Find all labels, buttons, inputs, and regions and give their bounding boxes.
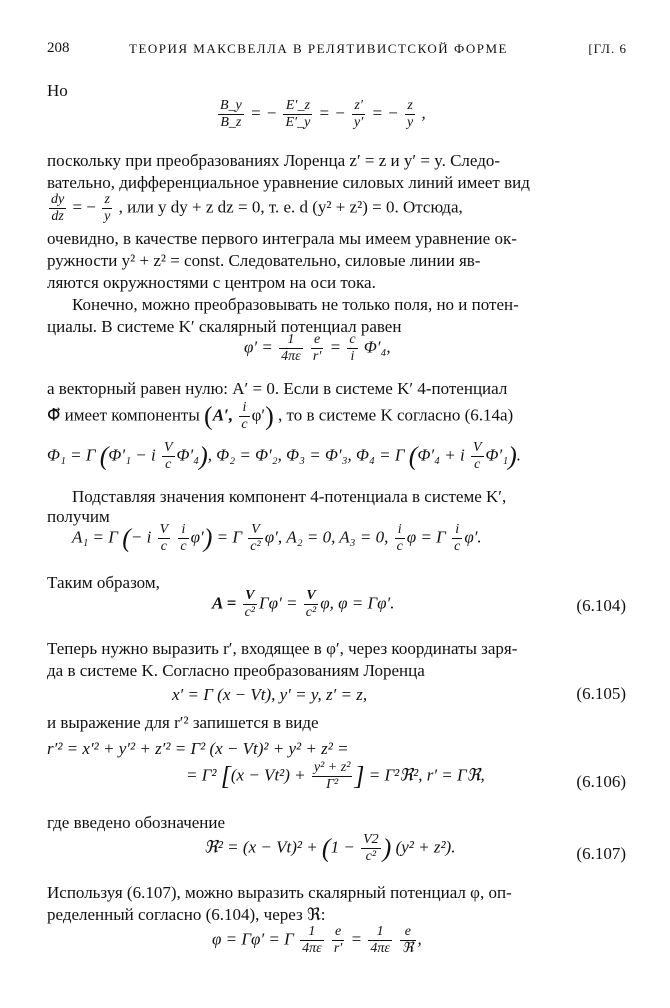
- denominator: 4πε: [281, 349, 301, 364]
- numerator: z′: [352, 98, 365, 115]
- denominator: r′: [333, 941, 343, 956]
- fraction: [283, 98, 312, 131]
- fraction: [312, 760, 353, 793]
- page-header: [47, 40, 627, 62]
- term: − i: [130, 527, 152, 547]
- denominator: c²: [244, 605, 256, 620]
- right-paren: ): [203, 523, 213, 553]
- vector-symbol: Φ⃗: [47, 405, 61, 425]
- right-paren: ): [508, 441, 517, 471]
- denominator: B_z: [220, 115, 242, 130]
- numerator: e: [400, 924, 415, 941]
- text-segment: имеет компоненты: [64, 405, 200, 425]
- fraction: [239, 400, 249, 433]
- term: (x − Vt²) +: [230, 765, 306, 785]
- denominator: c²: [365, 849, 377, 864]
- fraction: [304, 588, 318, 621]
- fraction: [352, 98, 365, 131]
- operator: = −: [250, 103, 278, 123]
- equation-6-106-line1: r′² = x′² + y′² + z′² = Γ² (x − Vt)² + y² + z² =: [47, 739, 349, 758]
- term: φ′: [251, 405, 266, 425]
- term: ℜ² = (x − Vt)² +: [204, 837, 318, 857]
- numerator: V2: [363, 832, 379, 847]
- text-line: получим: [47, 507, 110, 526]
- numerator: i: [178, 522, 188, 539]
- text-line: Но: [47, 81, 68, 100]
- text-line-with-fraction: [47, 192, 463, 230]
- term: = Γ: [216, 527, 243, 547]
- numerator: i: [395, 522, 405, 539]
- numerator: 1: [300, 924, 324, 941]
- fraction: [347, 332, 357, 365]
- numerator: z: [405, 98, 415, 115]
- text-line: ружности y² + z² = const. Следовательно, силовые линии яв-: [47, 251, 481, 270]
- term: Φ′₄,: [363, 337, 391, 357]
- denominator: c: [396, 539, 403, 554]
- text-line: и выражение для r′² запишется в виде: [47, 713, 319, 732]
- numerator: e: [311, 332, 324, 349]
- term: 1 −: [330, 837, 355, 857]
- equation-field-ratio: [216, 98, 426, 138]
- left-paren: (: [321, 833, 331, 863]
- numerator: 1: [279, 332, 303, 349]
- equation-scalar-potential: [244, 332, 391, 372]
- equation-6-107: [204, 832, 455, 876]
- term: , Φ₂ = Φ′₂, Φ₃ = Φ′₃, Φ₄ = Γ: [207, 445, 405, 465]
- numerator: i: [239, 400, 249, 417]
- text-line: поскольку при преобразованиях Лоренца z′ = z и y′ = y. Следо-: [47, 151, 501, 170]
- chapter-label: [ГЛ. 6: [588, 41, 627, 56]
- numerator: V: [159, 522, 169, 537]
- fraction: [300, 924, 324, 957]
- text-line: Используя (6.107), можно выразить скалярный потенциал φ, оп-: [47, 883, 512, 902]
- numerator: c: [349, 332, 356, 347]
- right-bracket: ]: [354, 761, 365, 791]
- fraction: [452, 522, 462, 555]
- fraction: [158, 522, 171, 555]
- equation-6-105: x′ = Γ (x − Vt), y′ = y, z′ = z,: [172, 685, 368, 704]
- fraction: [405, 98, 415, 131]
- denominator: c: [241, 417, 248, 432]
- text-line: а векторный равен нулю: A′ = 0. Если в системе K′ 4-потенциал: [47, 379, 508, 398]
- text-line: ляются окружностями с центром на оси тока.: [47, 273, 376, 292]
- right-paren: ): [382, 833, 392, 863]
- fraction: [395, 522, 405, 555]
- numerator: 1: [368, 924, 392, 941]
- term: φ, φ = Γφ′.: [320, 593, 395, 613]
- text-line: Таким образом,: [47, 573, 160, 592]
- lhs: φ′ =: [244, 337, 273, 357]
- term: φ = Γφ′ = Γ: [212, 929, 294, 949]
- denominator: c: [165, 457, 172, 472]
- denominator: E′_y: [285, 115, 311, 130]
- denominator: c: [474, 457, 481, 472]
- text-line-with-vector: [47, 400, 513, 434]
- operator: = −: [371, 103, 399, 123]
- fraction: [218, 98, 244, 131]
- numerator: V: [304, 588, 318, 605]
- punctuation: ,: [417, 929, 422, 949]
- operator: =: [350, 929, 363, 949]
- fraction: [49, 192, 66, 225]
- equation-potential-components: [47, 440, 521, 484]
- term: (y² + z²).: [395, 837, 456, 857]
- left-paren: (: [204, 401, 213, 431]
- term: Φ′₄: [176, 445, 200, 465]
- denominator: c²: [250, 539, 261, 554]
- denominator: y: [406, 115, 414, 130]
- numerator: dy: [51, 192, 65, 207]
- equation-number: (6.107): [576, 844, 626, 863]
- page-number: 208: [47, 40, 70, 56]
- numerator: V: [248, 522, 262, 539]
- term: φ′: [190, 527, 204, 547]
- denominator: c: [454, 539, 461, 554]
- term: = Γ²: [186, 765, 217, 785]
- term: A′,: [212, 405, 234, 425]
- numerator: e: [332, 924, 345, 941]
- denominator: 4πε: [370, 941, 390, 956]
- term: φ = Γ: [406, 527, 446, 547]
- numerator: z: [102, 192, 112, 209]
- text-line: Теперь нужно выразить r′, входящее в φ′, через координаты заря-: [47, 639, 518, 658]
- denominator: dz: [51, 209, 64, 224]
- fraction: [361, 832, 381, 865]
- text-segment: , или y dy + z dz = 0, т. е. d (y² + z²) = 0. Отсюда,: [118, 197, 463, 217]
- fraction: [178, 522, 188, 555]
- fraction: [471, 440, 484, 473]
- right-paren: ): [199, 441, 208, 471]
- term: φ′, A₂ = 0, A₃ = 0,: [264, 527, 389, 547]
- fraction: [248, 522, 262, 555]
- numerator: V: [163, 440, 173, 455]
- fraction: [368, 924, 392, 957]
- right-paren: ): [265, 401, 274, 431]
- equation-vector-components: [72, 522, 482, 566]
- text-line: очевидно, в качестве первого интеграла мы имеем уравнение ок-: [47, 229, 517, 248]
- text-line: вательно, дифференциальное уравнение силовых линий имеет вид: [47, 173, 530, 192]
- fraction: [243, 588, 257, 621]
- denominator: ℜ: [402, 941, 414, 956]
- term: Φ′₁ − i: [108, 445, 156, 465]
- term: φ′.: [464, 527, 482, 547]
- denominator: Γ²: [326, 777, 339, 792]
- term: Φ′₄ + i: [417, 445, 465, 465]
- denominator: c: [160, 539, 167, 554]
- term: = Γ²ℜ², r′ = Γℜ,: [368, 765, 485, 785]
- denominator: i: [350, 349, 355, 364]
- numerator: V: [243, 588, 257, 605]
- denominator: c²: [305, 605, 317, 620]
- left-bracket: [: [220, 761, 231, 791]
- text-line: Подставляя значения компонент 4-потенциала в системе K′,: [72, 487, 507, 506]
- operator: = −: [72, 197, 96, 217]
- denominator: 4πε: [302, 941, 322, 956]
- operator: =: [329, 337, 342, 357]
- left-paren: (: [408, 441, 418, 471]
- fraction: [400, 924, 415, 957]
- numerator: E′_z: [283, 98, 312, 115]
- text-segment: , то в системе K согласно (6.14а): [278, 405, 514, 425]
- denominator: c: [180, 539, 187, 554]
- text-line: циалы. В системе K′ скалярный потенциал равен: [47, 317, 402, 336]
- equation-6-104: [212, 588, 395, 628]
- equation-number: (6.105): [576, 684, 626, 703]
- operator: = −: [318, 103, 346, 123]
- text-line: ределенный согласно (6.104), через ℜ:: [47, 905, 326, 924]
- numerator: V: [472, 440, 482, 455]
- text-line: где введено обозначение: [47, 813, 226, 832]
- denominator: r′: [312, 349, 322, 364]
- equation-number: (6.104): [576, 596, 626, 615]
- term: Γφ′ =: [259, 593, 298, 613]
- punctuation: .: [516, 445, 522, 465]
- term: Φ′₁: [485, 445, 509, 465]
- left-paren: (: [122, 523, 131, 553]
- fraction: [279, 332, 303, 365]
- term: A =: [212, 593, 237, 613]
- numerator: B_y: [220, 98, 242, 113]
- fraction: [332, 924, 345, 957]
- equation-number: (6.106): [576, 772, 626, 791]
- equation-6-106-line2: [186, 760, 485, 804]
- running-title: ТЕОРИЯ МАКСВЕЛЛА В РЕЛЯТИВИСТСКОЙ ФОРМЕ: [129, 41, 508, 56]
- term: Φ₁ = Γ: [47, 445, 96, 465]
- text-line: Конечно, можно преобразовывать не только поля, но и потен-: [72, 295, 519, 314]
- denominator: y: [104, 209, 111, 224]
- fraction: [311, 332, 324, 365]
- fraction: [102, 192, 112, 225]
- denominator: y′: [354, 115, 364, 130]
- left-paren: (: [99, 441, 109, 471]
- text-line: да в системе K. Согласно преобразованиям Лоренца: [47, 661, 425, 680]
- term: A₁ = Γ: [72, 527, 118, 547]
- fraction: [162, 440, 175, 473]
- numerator: i: [452, 522, 462, 539]
- numerator: y² + z²: [313, 760, 351, 775]
- punctuation: ,: [421, 103, 426, 123]
- equation-final-potential: [212, 924, 422, 968]
